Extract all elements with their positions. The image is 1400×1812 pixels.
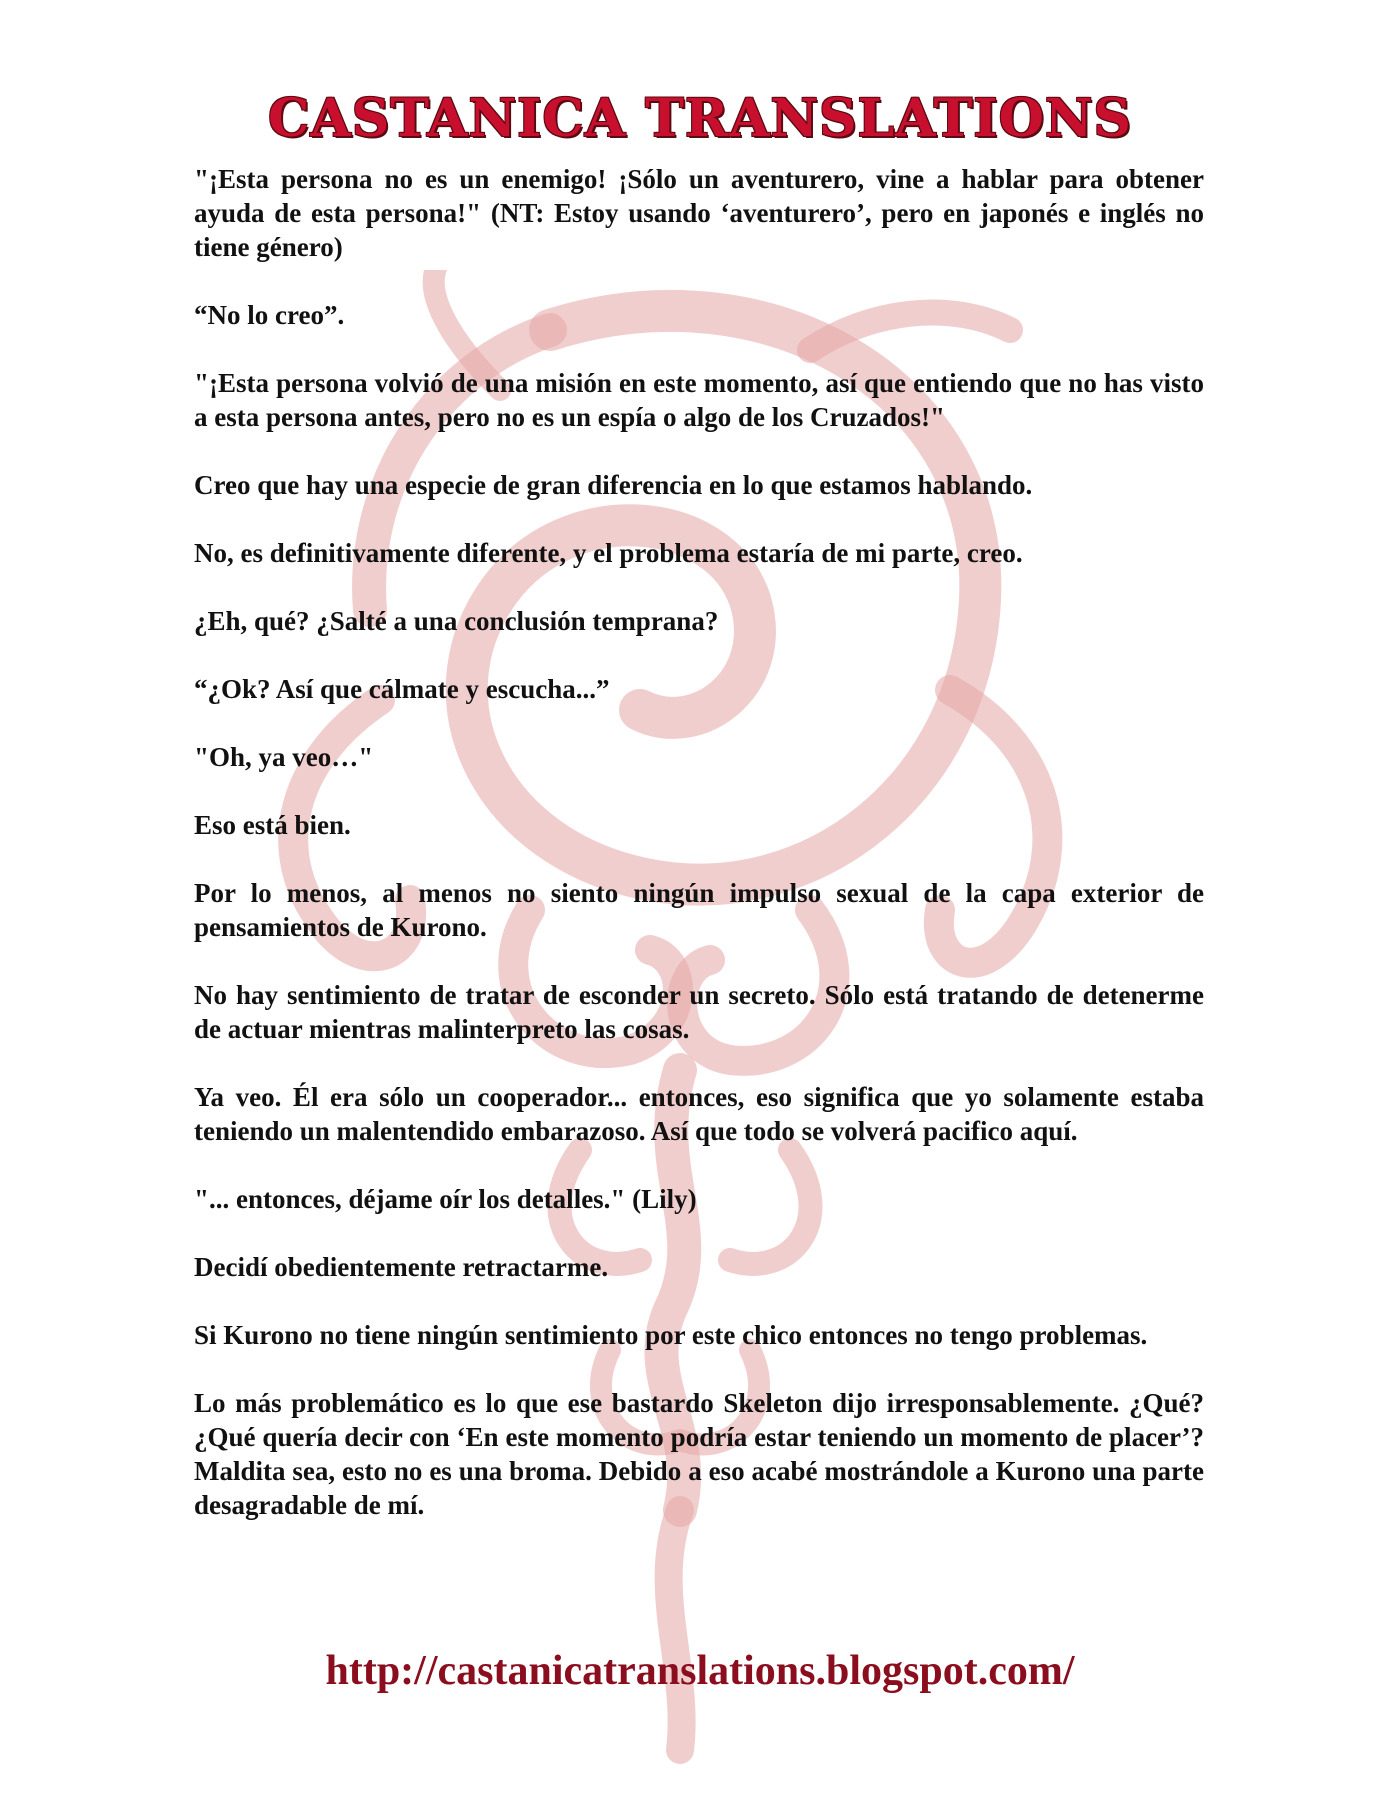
paragraph: Ya veo. Él era sólo un cooperador... entonces, eso significa que yo solamente estaba teniendo un malentendido embarazoso. Así que todo se volverá pacifico aquí. (194, 1082, 1204, 1146)
paragraph: No, es definitivamente diferente, y el problema estaría de mi parte, creo. (194, 538, 1023, 568)
paragraph: No hay sentimiento de tratar de esconder un secreto. Sólo está tratando de detenerme de actuar mientras malinterpreto las cosas. (194, 980, 1204, 1044)
paragraph: Lo más problemático es lo que ese bastardo Skeleton dijo irresponsablemente. ¿Qué? ¿Qué quería decir con ‘En este momento podría estar teniendo un momento de placer’? Maldita sea, esto no es una broma. Debido a eso acabé mostrándole a Kurono una parte desagradable de mí. (194, 1388, 1204, 1520)
paragraph: Creo que hay una especie de gran diferencia en lo que estamos hablando. (194, 470, 1033, 500)
paragraph: “¿Ok? Así que cálmate y escucha...” (194, 674, 610, 704)
paragraph: ¿Eh, qué? ¿Salté a una conclusión temprana? (194, 606, 719, 636)
paragraph: Por lo menos, al menos no siento ningún impulso sexual de la capa exterior de pensamientos de Kurono. (194, 878, 1204, 942)
paragraph: "Oh, ya veo…" (194, 742, 374, 772)
site-title: CASTANICA TRANSLATIONS (268, 88, 1132, 149)
paragraph: Decidí obedientemente retractarme. (194, 1252, 609, 1282)
paragraph: "¡Esta persona volvió de una misión en este momento, así que entiendo que no has visto a esta persona antes, pero no es un espía o algo de los Cruzados!" (194, 368, 1204, 432)
paragraph: Eso está bien. (194, 810, 351, 840)
paragraph: "... entonces, déjame oír los detalles." (Lily) (194, 1184, 697, 1214)
paragraph: “No lo creo”. (194, 300, 345, 330)
paragraph: "¡Esta persona no es un enemigo! ¡Sólo un aventurero, vine a hablar para obtener ayuda de esta persona!" (NT: Estoy usando ‘aventurero’, pero en japonés e inglés no tiene género) (194, 164, 1204, 262)
paragraph: Si Kurono no tiene ningún sentimiento por este chico entonces no tengo problemas. (194, 1320, 1148, 1350)
story-text (194, 162, 1204, 1556)
blog-url: http://castanicatranslations.blogspot.com/ (325, 1648, 1075, 1694)
